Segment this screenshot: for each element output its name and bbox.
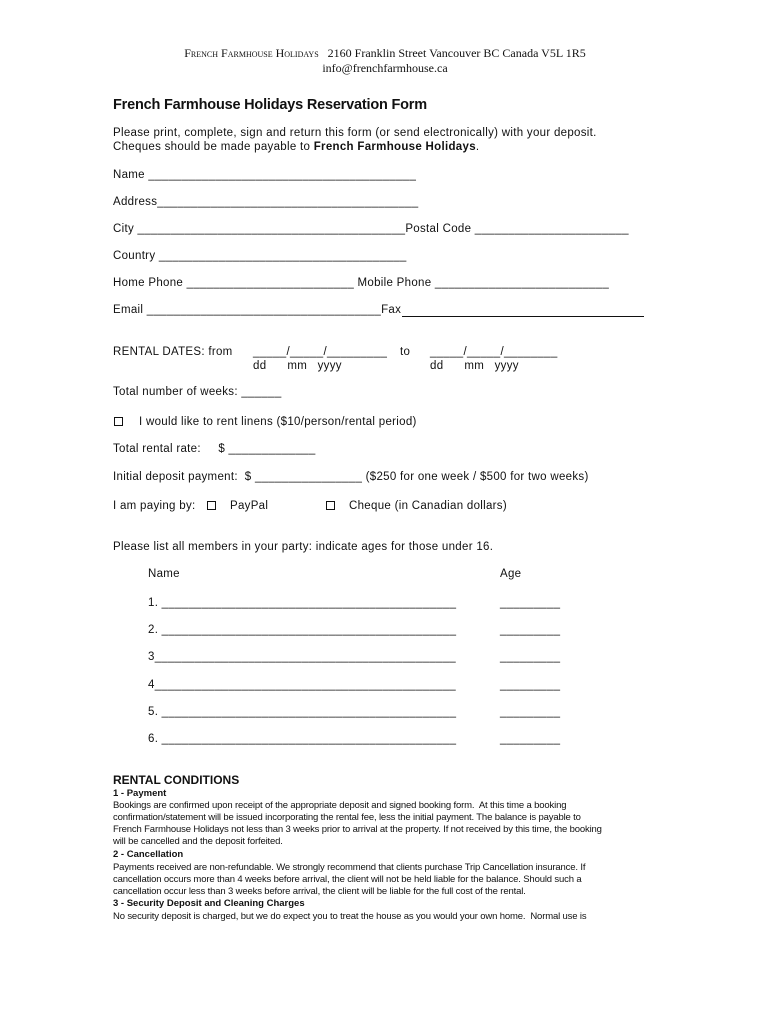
member-name-field[interactable]: 2. ____________________________________________ bbox=[148, 624, 457, 636]
cancellation-text-line: cancellation occur less than 3 weeks before arrival, the client will be liable for the full cost of the rental. bbox=[113, 886, 526, 897]
date-to-hint: dd mm yyyy bbox=[430, 360, 519, 372]
letterhead-line bbox=[0, 46, 770, 61]
paying-by-label: I am paying by: bbox=[113, 500, 196, 512]
cancellation-text-line: Payments received are non-refundable. We strongly recommend that clients purchase Trip Cancellation insurance. If bbox=[113, 862, 586, 873]
members-age-header: Age bbox=[500, 568, 522, 580]
linens-checkbox[interactable] bbox=[114, 417, 123, 426]
cancellation-heading: 2 - Cancellation bbox=[113, 849, 184, 860]
member-name-field[interactable]: 6. ____________________________________________ bbox=[148, 733, 457, 745]
address-field[interactable]: Address_______________________________________ bbox=[113, 196, 419, 208]
payee-name: French Farmhouse Holidays bbox=[313, 141, 476, 153]
intro-suffix: . bbox=[475, 141, 480, 153]
payment-text-line: French Farmhouse Holidays not less than 3 weeks prior to arrival at the property. If not received by this time, the booking bbox=[113, 824, 602, 835]
linens-label: I would like to rent linens ($10/person/rental period) bbox=[139, 416, 417, 428]
member-name-field[interactable]: 5. ____________________________________________ bbox=[148, 706, 457, 718]
country-field[interactable]: Country _____________________________________ bbox=[113, 250, 407, 262]
name-field[interactable]: Name ________________________________________ bbox=[113, 169, 417, 181]
member-age-field[interactable]: _________ bbox=[500, 706, 561, 718]
cancellation-text-line: cancellation occurs more than 4 weeks before arrival, the client will not be held liable for the balance. Should such a bbox=[113, 874, 582, 885]
member-name-field[interactable]: 1. ____________________________________________ bbox=[148, 597, 457, 609]
party-intro: Please list all members in your party: indicate ages for those under 16. bbox=[113, 541, 494, 553]
company-email: info@frenchfarmhouse.ca bbox=[322, 61, 448, 75]
member-age-field[interactable]: _________ bbox=[500, 624, 561, 636]
member-age-field[interactable]: _________ bbox=[500, 733, 561, 745]
rental-dates-label: RENTAL DATES: from bbox=[113, 346, 233, 358]
city-postal-field[interactable]: City ________________________________________Postal Code _______________________ bbox=[113, 223, 629, 235]
company-address: 2160 Franklin Street Vancouver BC Canada V5L 1R5 bbox=[327, 46, 586, 60]
members-name-header: Name bbox=[148, 568, 180, 580]
paypal-checkbox[interactable] bbox=[207, 501, 216, 510]
paypal-label: PayPal bbox=[230, 500, 269, 512]
cheque-label: Cheque (in Canadian dollars) bbox=[349, 500, 507, 512]
phone-fields[interactable]: Home Phone _________________________ Mobile Phone __________________________ bbox=[113, 277, 610, 289]
form-title: French Farmhouse Holidays Reservation Form bbox=[113, 97, 427, 113]
payment-text-line: will be cancelled and the deposit forfeited. bbox=[113, 836, 283, 847]
weeks-field[interactable]: Total number of weeks: ______ bbox=[113, 386, 282, 398]
member-age-field[interactable]: _________ bbox=[500, 679, 561, 691]
rental-rate-field[interactable]: Total rental rate: $ _____________ bbox=[113, 443, 316, 455]
email-fax-field[interactable]: Email ___________________________________Fax bbox=[113, 304, 402, 316]
cheque-checkbox[interactable] bbox=[326, 501, 335, 510]
payment-text-line: confirmation/statement will be issued incorporating the rental fee, less the initial payment. The balance is payable to bbox=[113, 812, 581, 823]
deposit-field[interactable]: Initial deposit payment: $ ________________ ($250 for one week / $500 for two weeks) bbox=[113, 471, 589, 483]
payment-text-line: Bookings are confirmed upon receipt of the appropriate deposit and signed booking form. At this time a booking bbox=[113, 800, 567, 811]
date-from-field[interactable]: _____/_____/_________ bbox=[253, 346, 388, 358]
date-to-field[interactable]: _____/_____/________ bbox=[430, 346, 558, 358]
intro-line-2 bbox=[113, 141, 479, 153]
conditions-heading: RENTAL CONDITIONS bbox=[113, 773, 240, 787]
security-text-line: No security deposit is charged, but we do expect you to treat the house as you would your own home. Normal use is bbox=[113, 911, 587, 922]
member-name-field[interactable]: 4_____________________________________________ bbox=[148, 679, 457, 691]
member-age-field[interactable]: _________ bbox=[500, 597, 561, 609]
company-name: French Farmhouse Holidays bbox=[184, 46, 319, 60]
date-from-hint: dd mm yyyy bbox=[253, 360, 342, 372]
date-to-label: to bbox=[400, 346, 411, 358]
member-name-field[interactable]: 3_____________________________________________ bbox=[148, 651, 457, 663]
fax-underline[interactable] bbox=[402, 316, 644, 317]
intro-prefix: Cheques should be made payable to bbox=[113, 141, 314, 153]
payment-heading: 1 - Payment bbox=[113, 788, 167, 799]
member-age-field[interactable]: _________ bbox=[500, 651, 561, 663]
intro-line-1: Please print, complete, sign and return this form (or send electronically) with your deposit. bbox=[113, 127, 597, 139]
security-heading: 3 - Security Deposit and Cleaning Charges bbox=[113, 898, 305, 909]
